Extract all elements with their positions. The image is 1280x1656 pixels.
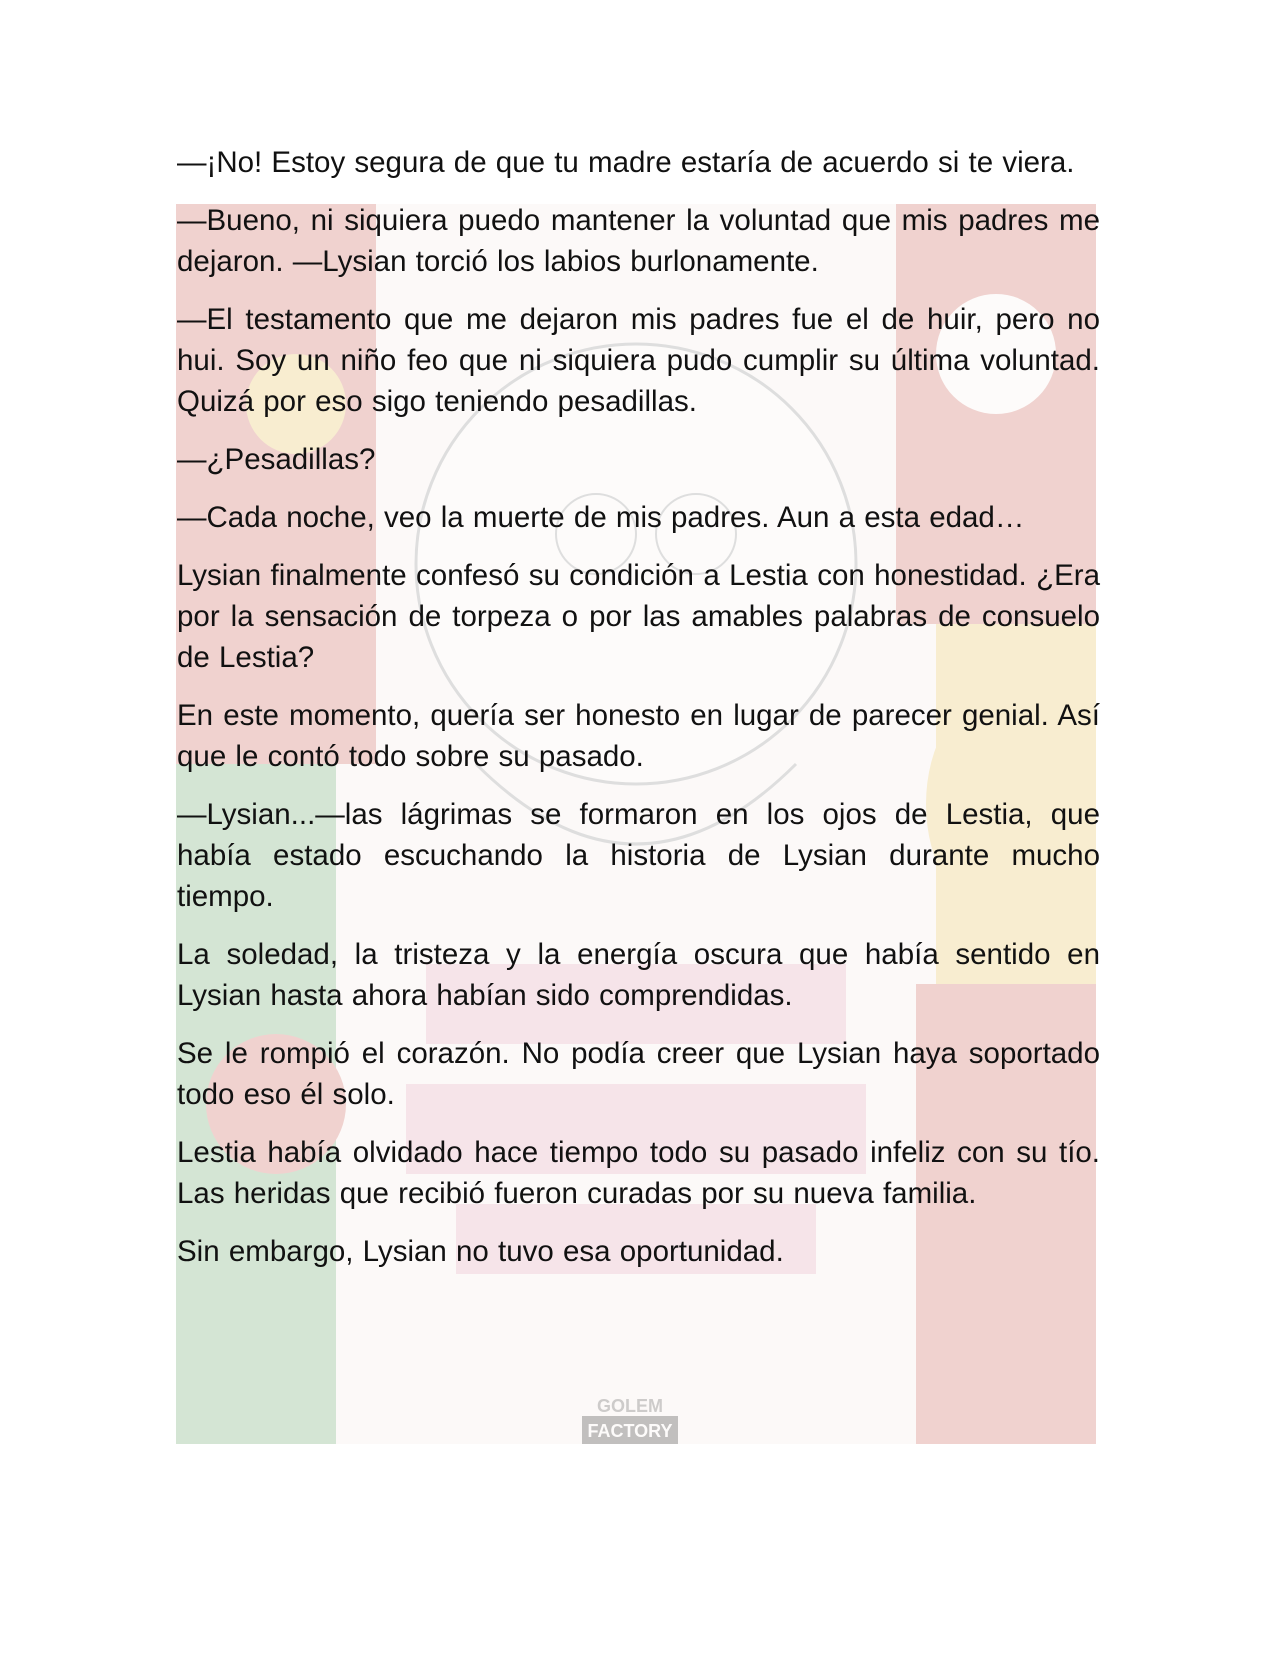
paragraph: En este momento, quería ser honesto en lugar de parecer genial. Así que le contó todo sobre su pasado. bbox=[177, 699, 1100, 773]
paragraph: —Bueno, ni siquiera puedo mantener la voluntad que mis padres me dejaron. —Lysian torció los labios burlonamente. bbox=[177, 204, 1100, 278]
paragraph: —El testamento que me dejaron mis padres fue el de huir, pero no hui. Soy un niño feo que ni siquiera pudo cumplir su última voluntad. Quizá por eso sigo teniendo pesadillas. bbox=[177, 303, 1100, 418]
logo-text-golem: GOLEM bbox=[597, 1396, 663, 1416]
paragraph: La soledad, la tristeza y la energía oscura que había sentido en Lysian hasta ahora habían sido comprendidas. bbox=[177, 938, 1100, 1012]
story-text bbox=[177, 142, 1100, 1289]
logo-mark bbox=[582, 1392, 678, 1446]
paragraph: —¿Pesadillas? bbox=[177, 443, 376, 476]
paragraph: Lestia había olvidado hace tiempo todo su pasado infeliz con su tío. Las heridas que recibió fueron curadas por su nueva familia. bbox=[177, 1136, 1100, 1210]
publisher-logo bbox=[582, 1392, 678, 1446]
logo-text-factory: FACTORY bbox=[587, 1421, 673, 1441]
paragraph: —Cada noche, veo la muerte de mis padres. Aun a esta edad… bbox=[177, 501, 1025, 534]
paragraph: Lysian finalmente confesó su condición a Lestia con honestidad. ¿Era por la sensación de torpeza o por las amables palabras de consuelo de Lestia? bbox=[177, 559, 1100, 674]
paragraph: —Lysian...—las lágrimas se formaron en los ojos de Lestia, que había estado escuchando la historia de Lysian durante mucho tiempo. bbox=[177, 798, 1100, 913]
paragraph: Sin embargo, Lysian no tuvo esa oportunidad. bbox=[177, 1235, 784, 1268]
paragraph: —¡No! Estoy segura de que tu madre estaría de acuerdo si te viera. bbox=[177, 146, 1075, 179]
paragraph: Se le rompió el corazón. No podía creer que Lysian haya soportado todo eso él solo. bbox=[177, 1037, 1100, 1111]
